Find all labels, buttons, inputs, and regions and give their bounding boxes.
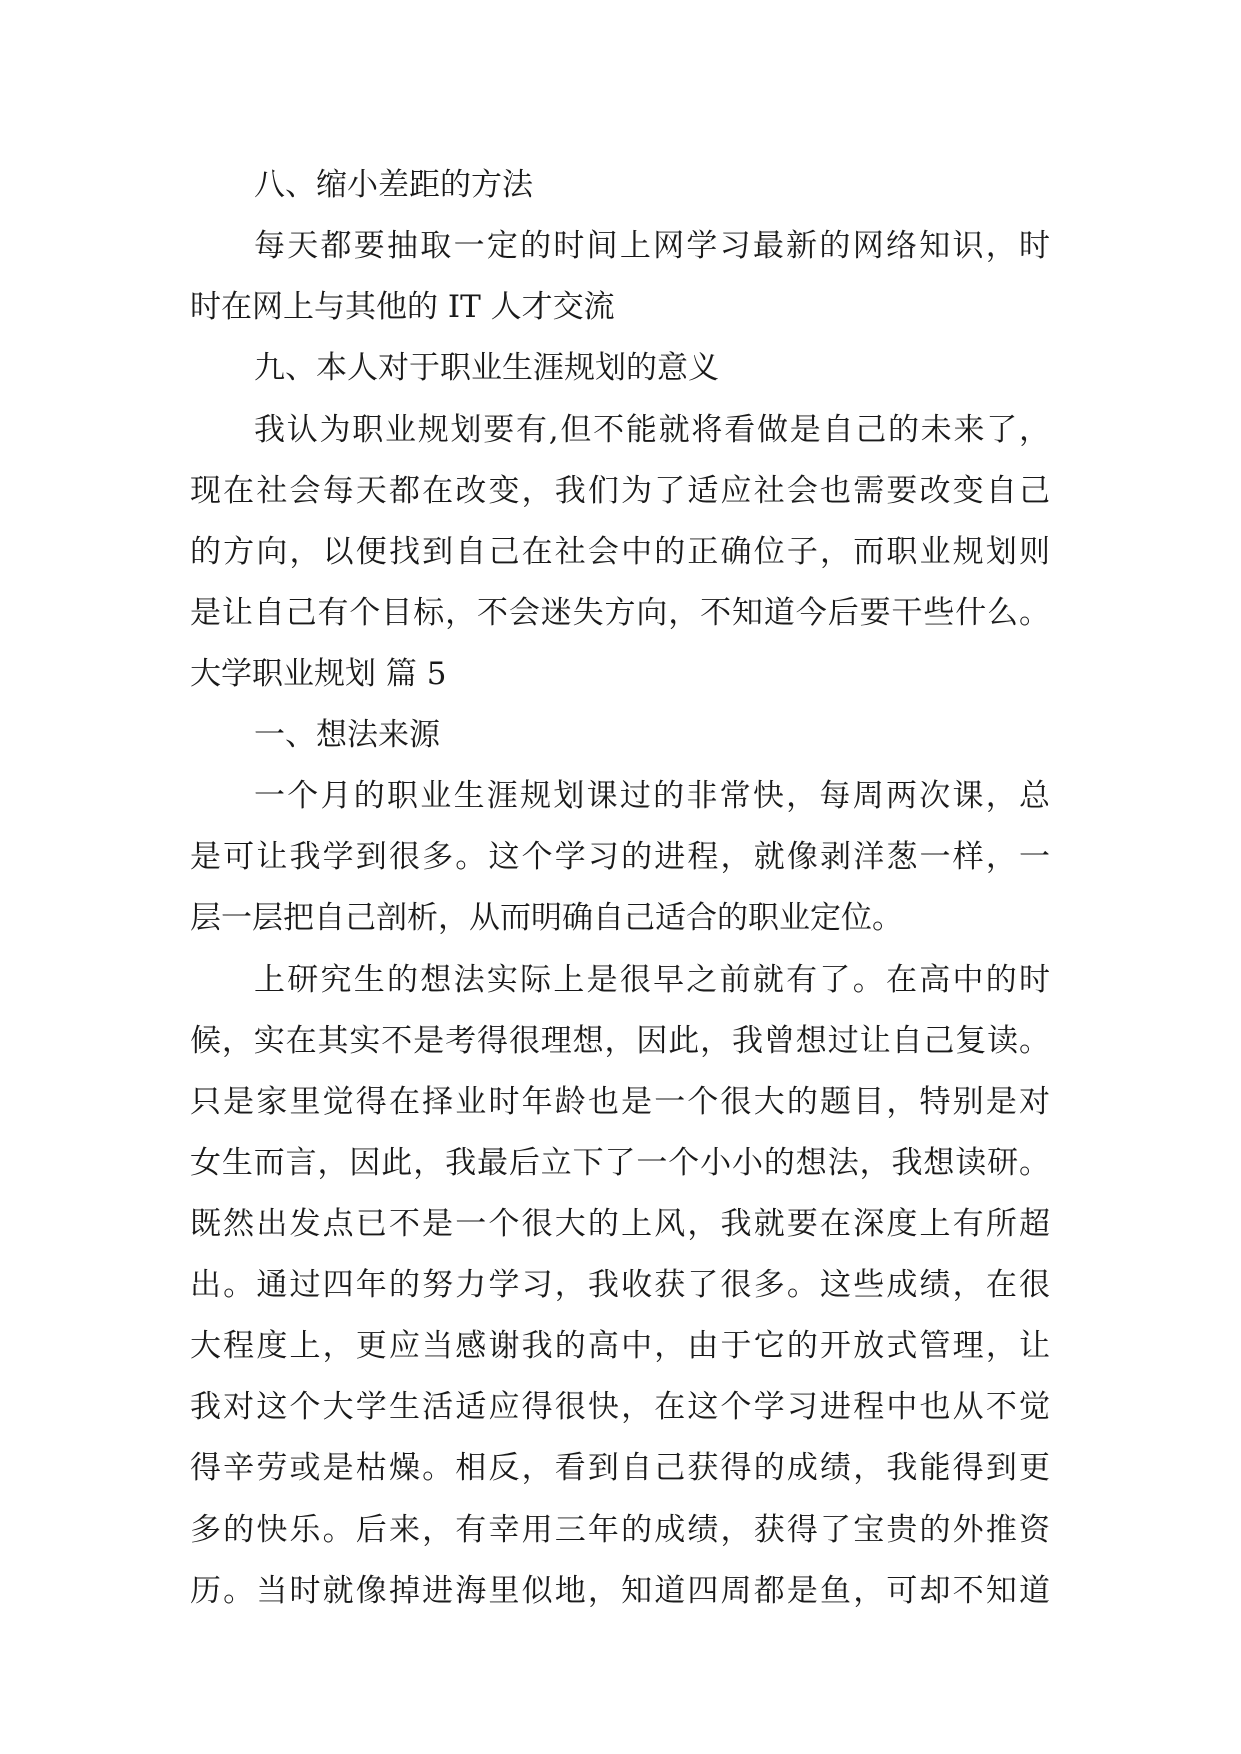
paragraph-line: 时在网上与其他的 IT 人才交流 (190, 289, 615, 325)
section-heading-1: 一、想法来源 (254, 717, 440, 753)
paragraph-line: 一个月的职业生涯规划课过的非常快，每周两次课，总 (254, 778, 1050, 814)
paragraph-line: 是可让我学到很多。这个学习的进程，就像剥洋葱一样，一 (190, 839, 1050, 875)
paragraph-line: 出。通过四年的努力学习，我收获了很多。这些成绩，在很 (190, 1267, 1050, 1303)
paragraph-line: 我对这个大学生活适应得很快，在这个学习进程中也从不觉 (190, 1389, 1050, 1425)
article-title: 大学职业规划 篇 5 (190, 656, 447, 692)
paragraph-line: 既然出发点已不是一个很大的上风，我就要在深度上有所超 (190, 1206, 1050, 1242)
paragraph-line: 层一层把自己剖析，从而明确自己适合的职业定位。 (190, 900, 903, 936)
paragraph-line: 是让自己有个目标，不会迷失方向，不知道今后要干些什么。 (190, 595, 1050, 631)
paragraph-line: 上研究生的想法实际上是很早之前就有了。在高中的时 (254, 962, 1050, 998)
section-heading-9: 九、本人对于职业生涯规划的意义 (254, 350, 719, 386)
section-heading-8: 八、缩小差距的方法 (254, 167, 533, 203)
paragraph-line: 多的快乐。后来，有幸用三年的成绩，获得了宝贵的外推资 (190, 1512, 1050, 1548)
paragraph-line: 每天都要抽取一定的时间上网学习最新的网络知识，时 (254, 228, 1050, 264)
paragraph-line: 的方向，以便找到自己在社会中的正确位子，而职业规划则 (190, 534, 1050, 570)
paragraph-line: 大程度上，更应当感谢我的高中，由于它的开放式管理，让 (190, 1328, 1050, 1364)
paragraph-line: 得辛劳或是枯燥。相反，看到自己获得的成绩，我能得到更 (190, 1450, 1050, 1486)
paragraph-line: 我认为职业规划要有,但不能就将看做是自己的未来了， (254, 412, 1050, 448)
paragraph-line: 历。当时就像掉进海里似地，知道四周都是鱼，可却不知道 (190, 1573, 1050, 1609)
paragraph-line: 女生而言，因此，我最后立下了一个小小的想法，我想读研。 (190, 1145, 1050, 1181)
paragraph-line: 只是家里觉得在择业时年龄也是一个很大的题目，特别是对 (190, 1084, 1050, 1120)
paragraph-line: 现在社会每天都在改变，我们为了适应社会也需要改变自己 (190, 473, 1050, 509)
paragraph-line: 候，实在其实不是考得很理想，因此，我曾想过让自己复读。 (190, 1023, 1050, 1059)
